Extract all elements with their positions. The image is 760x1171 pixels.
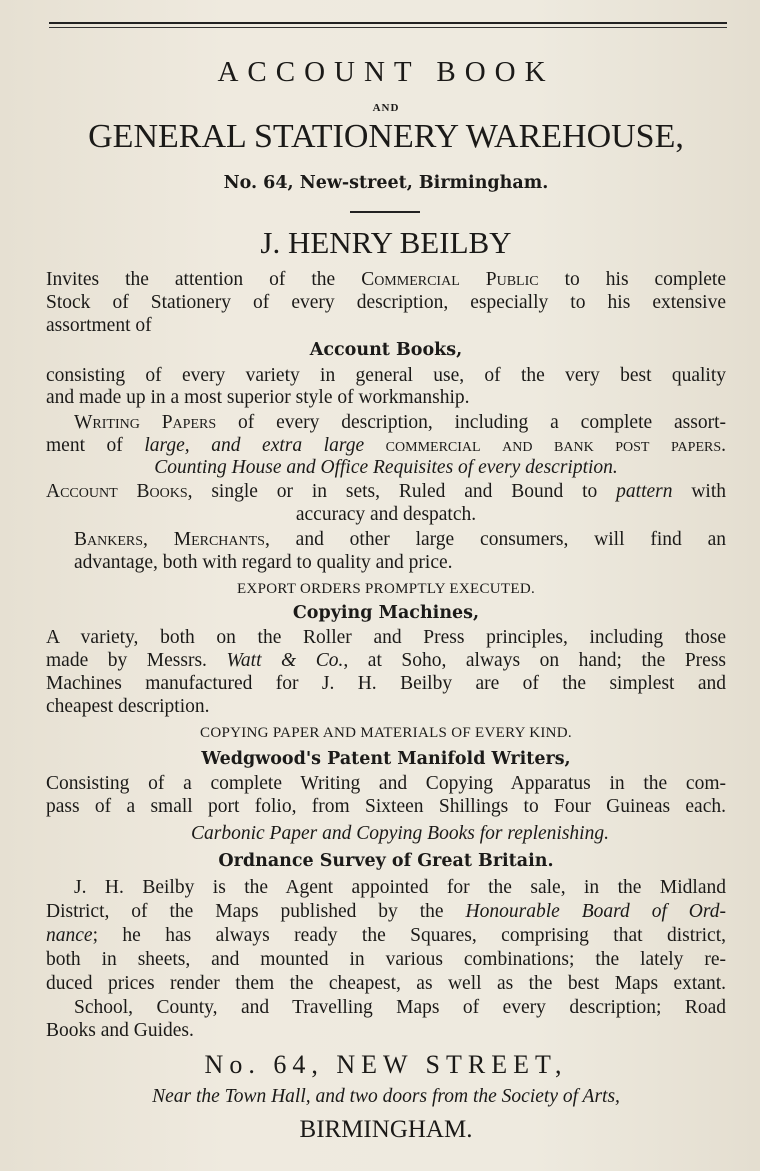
text-segment: Invites the attention of the [46,269,362,290]
text-segment [364,435,386,456]
section-heading-copying-machines [46,601,726,625]
body-line [46,1019,726,1043]
text-segment: Account Books, [309,340,463,360]
text-segment: Account Books [46,481,188,502]
text-segment: School, County, and Travelling Maps of every description; Road [74,997,726,1018]
text-segment: District, of the Maps published by the [46,901,466,922]
short-divider-rule [350,211,420,213]
text-segment: GENERAL STATIONERY WAREHOUSE, [88,118,684,155]
body-line [46,386,726,410]
body-line [46,772,726,796]
text-segment: consisting of every variety in general use, of the very best quality [46,365,726,386]
body-line [46,291,726,315]
text-segment: pattern [616,481,673,502]
text-segment: Copying Machines, [292,603,480,623]
text-segment: Writing Papers [74,412,217,433]
text-segment: Carbonic Paper and Copying Books for replenishing. [191,823,609,844]
text-segment: to his complete [538,269,726,290]
text-segment: Stock of Stationery of every description, especially to his extensive [46,292,726,313]
text-segment: ment of [46,435,145,456]
body-line [46,948,726,972]
body-line [46,434,726,458]
text-segment: ; he has always ready the Squares, comprising that district, [92,925,726,946]
body-line [46,996,726,1020]
text-segment: assortment of [46,315,152,336]
text-segment: Books and Guides. [46,1020,194,1041]
body-line [46,626,726,650]
text-segment: COPYING PAPER AND MATERIALS OF EVERY KIND. [200,725,572,741]
text-segment: , at Soho, always on hand; the Press [343,650,726,671]
top-double-rule [49,22,727,24]
text-segment: advantage, both with regard to quality and price. [74,552,453,573]
text-segment: Near the Town Hall, and two doors from the Society of Arts, [152,1086,620,1107]
heading-warehouse [46,117,726,157]
body-line [46,649,726,673]
text-segment: Counting House and Office Requisites of every description. [154,457,618,478]
address-subheading [46,171,726,195]
footer-city [46,1114,726,1146]
footer-directions [46,1085,726,1109]
text-segment: accuracy and despatch. [295,504,477,525]
footer-address [46,1049,726,1081]
body-line [46,411,726,435]
text-segment: and made up in a most superior style of workmanship. [46,387,470,408]
text-segment: Consisting of a complete Writing and Copying Apparatus in the com- [46,773,726,794]
heading-account-book [46,54,726,90]
text-segment: J. HENRY BEILBY [260,225,512,260]
text-segment: and other large consumers, will find an [269,529,726,550]
text-segment: pass of a small port folio, from Sixteen Shillings to Four Guineas each. [46,796,726,817]
text-segment: ACCOUNT BOOK [217,56,555,88]
body-line [46,456,726,480]
text-segment: J. H. Beilby is the Agent appointed for the sale, in the Midland [74,877,726,898]
text-segment: Machines manufactured for J. H. Beilby are of the simplest and [46,673,726,694]
text-segment: Bankers, Merchants, [74,529,270,550]
body-line [46,822,726,846]
body-line [46,480,726,504]
text-segment: duced prices render them the cheapest, as well as the best Maps extant. [46,973,726,994]
notice-export-orders [46,576,726,600]
text-segment: Watt & Co. [226,650,344,671]
text-segment: cheapest description. [46,696,210,717]
text-segment: with [672,481,727,502]
text-segment: Ordnance Survey of Great Britain. [218,851,554,871]
body-line [46,695,726,719]
body-line [46,268,726,292]
text-segment: made by Messrs. [46,650,227,671]
text-segment: Honourable Board of Ord- [465,901,726,922]
body-line [46,972,726,996]
body-line [46,900,726,924]
body-line [46,528,726,552]
text-segment: commercial and bank post papers. [385,435,726,456]
body-line [46,551,726,575]
body-line [46,314,726,338]
text-segment: large, and extra large [144,435,365,456]
heading-proprietor [46,224,726,262]
text-segment: of every description, including a complete assort- [216,412,726,433]
text-segment: nance [46,925,93,946]
text-segment: , single or in sets, Ruled and Bound to [187,481,617,502]
text-segment: A variety, both on the Roller and Press principles, including those [46,627,726,648]
text-segment: Wedgwood's Patent Manifold Writers, [201,749,571,769]
text-segment: No. 64, New-street, Birmingham. [223,173,549,193]
section-heading-account-books [46,338,726,362]
text-segment: AND [372,102,400,114]
body-line [46,364,726,388]
text-segment: EXPORT ORDERS PROMPTLY EXECUTED. [236,581,536,597]
text-segment: both in sheets, and mounted in various combinations; the lately re- [46,949,726,970]
text-segment: BIRMINGHAM. [299,1116,473,1143]
body-line [46,795,726,819]
notice-copying-paper [46,720,726,744]
body-line [46,503,726,527]
top-double-rule-inner [49,27,727,28]
section-heading-ordnance-survey [46,849,726,873]
body-line [46,924,726,948]
body-line [46,672,726,696]
text-segment: Commercial Public [361,269,539,290]
text-segment: No. 64, NEW STREET, [204,1050,568,1079]
body-line [46,876,726,900]
section-heading-manifold-writers [46,747,726,771]
